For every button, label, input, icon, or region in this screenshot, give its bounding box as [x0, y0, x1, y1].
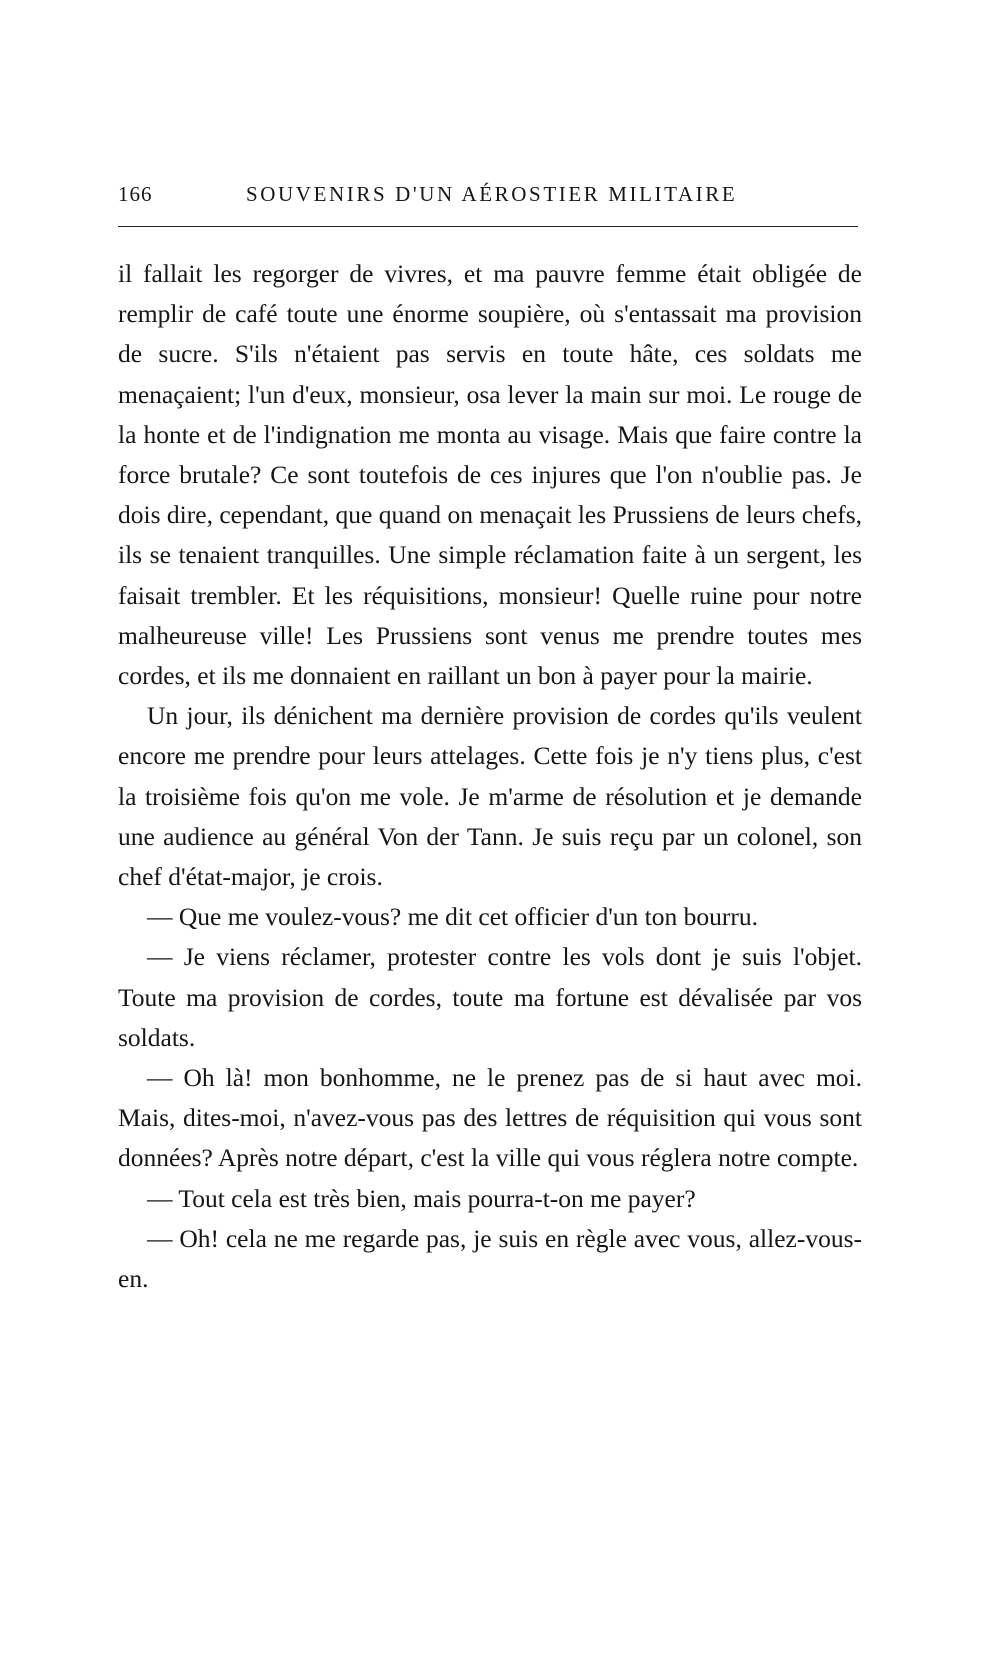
running-title: SOUVENIRS D'UN AÉROSTIER MILITAIRE	[246, 182, 738, 206]
paragraph-continuation: il fallait les regorger de vivres, et ma pauvre femme était obligée de remplir de café toute une énorme soupière, où s'entassait ma provision de sucre. S'ils n'étaient pas servis en toute hâte, ces soldats me menaçaient; l'un d'eux, monsieur, osa lever la main sur moi. Le rouge de la honte et de l'indignation me monta au visage. Mais que faire contre la force brutale? Ce sont toutefois de ces injures que l'on n'oublie pas. Je dois dire, cependant, que quand on menaçait les Prussiens de leurs chefs, ils se tenaient tranquilles. Une simple réclamation faite à un sergent, les faisait trembler. Et les réquisitions, monsieur! Quelle ruine pour notre malheureuse ville! Les Prussiens sont venus me prendre toutes mes cordes, et ils me donnaient en raillant un bon à payer pour la mairie.	[118, 259, 862, 691]
dialogue-line: — Oh! cela ne me regarde pas, je suis en règle avec vous, allez-vous-en.	[118, 1223, 862, 1294]
body-text	[118, 254, 862, 1299]
dialogue-line: — Tout cela est très bien, mais pourra-t-on me payer?	[147, 1183, 696, 1213]
dialogue-line: — Oh là! mon bonhomme, ne le prenez pas de si haut avec moi. Mais, dites-moi, n'avez-vous pas des lettres de réquisition qui vous sont données? Après notre départ, c'est la ville qui vous réglera notre compte.	[118, 1063, 862, 1173]
running-head	[118, 182, 858, 216]
paragraph: Un jour, ils dénichent ma dernière provision de cordes qu'ils veulent encore me prendre pour leurs attelages. Cette fois je n'y tiens plus, c'est la troisième fois qu'on me vole. Je m'arme de résolution et je demande une audience au général Von der Tann. Je suis reçu par un colonel, son chef d'état-major, je crois.	[118, 701, 862, 892]
header-rule	[118, 226, 858, 227]
dialogue-line: — Que me voulez-vous? me dit cet officier d'un ton bourru.	[147, 902, 758, 932]
page-number: 166	[118, 182, 153, 206]
dialogue-line: — Je viens réclamer, protester contre les vols dont je suis l'objet. Toute ma provision de cordes, toute ma fortune est dévalisée par vos soldats.	[118, 942, 862, 1052]
